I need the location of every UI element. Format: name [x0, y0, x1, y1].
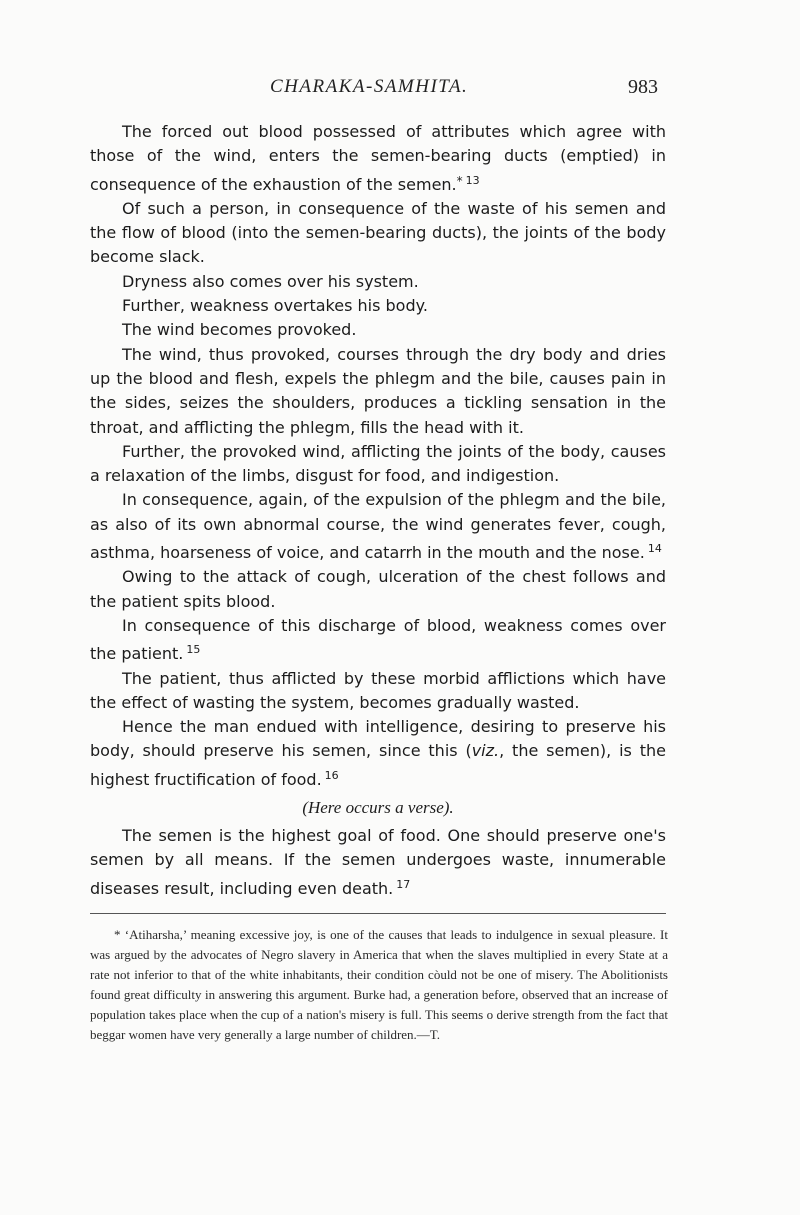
paragraph: Dryness also comes over his system.: [122, 271, 419, 291]
page-header: [0, 76, 800, 102]
running-head: CHARAKA-SAMHITA.: [270, 76, 469, 97]
verse-note: (Here occurs a verse).: [302, 798, 454, 818]
paragraph-text: In consequence of this discharge of blood, weakness comes over the patient.: [90, 615, 666, 664]
paragraph: [90, 488, 666, 565]
body-text: [90, 120, 666, 901]
paragraph: The wind, thus provoked, courses through the dry body and dries up the blood and flesh, expels the phlegm and the bile, causes pain in the sides, seizes the shoulders, produces a tickling sensation in the throat, and afflicting the phlegm, fills the head with it.: [90, 344, 666, 437]
paragraph: [90, 120, 666, 197]
paragraph: [90, 715, 666, 792]
footnote-marker: *: [456, 173, 463, 188]
italic-viz: viz.: [471, 741, 500, 761]
paragraph: Further, the provoked wind, afflicting the joints of the body, causes a relaxation of the limbs, disgust for food, and indigestion.: [90, 441, 666, 486]
paragraph: The wind becomes provoked.: [122, 320, 357, 340]
verse-number: 13: [465, 173, 480, 187]
verse-number: 16: [324, 768, 339, 782]
verse-number: 15: [186, 643, 201, 657]
page-number: 983: [628, 76, 658, 98]
paragraph-text: In consequence, again, of the expulsion of the phlegm and the bile, as also of its own abnormal course, the wind generates fever, cough, asthma, hoarseness of voice, and catarrh in the mouth and the nose.: [90, 490, 666, 563]
paragraph-text: The forced out blood possessed of attributes which agree with those of the wind, enters the semen-bearing ducts (emptied) in consequence of the exhaustion of the semen.: [90, 122, 666, 194]
paragraph-text: , the semen), is the highest fructification of food.: [90, 741, 666, 789]
paragraph: Of such a person, in consequence of the waste of his semen and the flow of blood (into the semen-bearing ducts), the joints of the body become slack.: [90, 198, 666, 267]
paragraph: [90, 824, 666, 901]
verse-number: 17: [396, 877, 411, 891]
verse-number: 14: [647, 542, 662, 556]
paragraph: Further, weakness overtakes his body.: [122, 296, 428, 316]
paragraph: Owing to the attack of cough, ulceration of the chest follows and the patient spits blood.: [90, 567, 666, 611]
paragraph-text: The semen is the highest goal of food. One should preserve one's semen by all means. If the semen undergoes waste, innumerable diseases result, including even death.: [90, 826, 666, 898]
footnote-divider: [90, 913, 666, 914]
paragraph: [90, 614, 666, 667]
paragraph: The patient, thus afflicted by these morbid afflictions which have the effect of wasting the system, becomes gradually wasted.: [90, 668, 666, 712]
footnote: * ‘Atiharsha,’ meaning excessive joy, is one of the causes that leads to indulgence in sexual pleasure. It was argued by the advocates of Negro slavery in America that when the slaves multiplied in every State at a rate not inferior to that of the white inhabitants, their condition còuld not be one of misery. The Abolitionists found great difficulty in answering this argument. Burke had, a generation before, observed that an increase of population takes place when the cup of a nation's misery is full. This seems o derive strength from the fact that beggar women have very generally a large number of children.—T.: [90, 927, 668, 1042]
paragraph-text: Hence the man endued with intelligence, desiring to preserve his body, should preserve his semen, since this (: [90, 717, 666, 761]
